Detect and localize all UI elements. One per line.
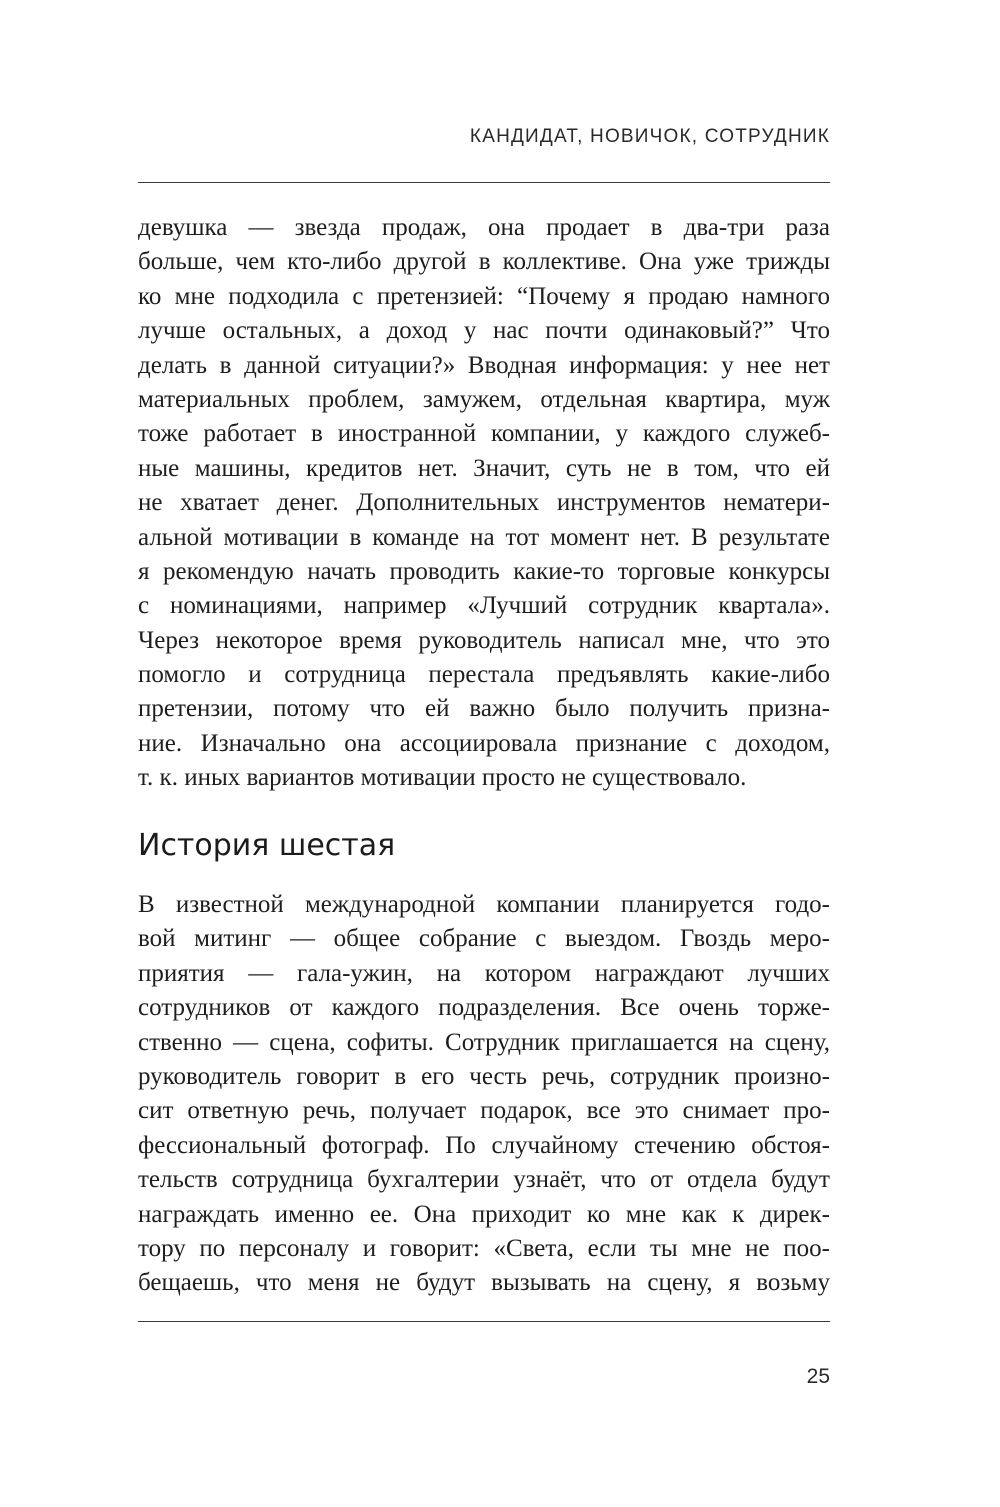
- text-line: ние. Изначально она ассоциировала признание с доходом,: [138, 729, 830, 757]
- text-line: В известной международной компании планируется годо-: [138, 891, 830, 918]
- text-line: ко мне подходила с претензией: “Почему я продаю намного: [138, 282, 830, 310]
- text-line: материальных проблем, замужем, отдельная квартира, муж: [138, 385, 830, 413]
- text-line: награждать именно ее. Она приходит ко мне как к дирек-: [138, 1200, 830, 1228]
- footer-divider: [138, 1321, 830, 1322]
- text-line: делать в данной ситуации?» Вводная информация: у нее нет: [138, 351, 830, 379]
- text-line: с номинациями, например «Лучший сотрудник квартала».: [138, 592, 830, 620]
- paragraph-continued: [138, 211, 830, 796]
- text-line: Через некоторое время руководитель написал мне, что это: [138, 626, 830, 654]
- page-number: 25: [806, 1365, 830, 1388]
- text-line: я рекомендую начать проводить какие-то торговые конкурсы: [138, 557, 830, 585]
- text-line: больше, чем кто-либо другой в коллективе. Она уже трижды: [138, 248, 830, 276]
- text-line: ственно — сцена, софиты. Сотрудник приглашается на сцену,: [138, 1028, 830, 1056]
- text-line: т. к. иных вариантов мотивации просто не существовало.: [138, 764, 747, 792]
- text-line: претензии, потому что ей важно было получить призна-: [138, 695, 830, 723]
- text-line: не хватает денег. Дополнительных инструментов нематери-: [138, 489, 830, 517]
- running-head: КАНДИДАТ, НОВИЧОК, СОТРУДНИК: [469, 126, 830, 147]
- text-line: девушка — звезда продаж, она продает в два-три раза: [138, 214, 830, 241]
- header-divider: [138, 182, 830, 183]
- text-line: сит ответную речь, получает подарок, все это снимает про-: [138, 1097, 830, 1125]
- paragraph-story-six: [138, 888, 830, 1301]
- section-heading: История шестая: [138, 828, 396, 863]
- text-line: тоже работает в иностранной компании, у каждого служеб-: [138, 420, 830, 448]
- text-line: приятия — гала-ужин, на котором награждают лучших: [138, 959, 830, 987]
- text-line: лучше остальных, а доход у нас почти одинаковый?” Что: [138, 317, 830, 345]
- text-line: бещаешь, что меня не будут вызывать на сцену, я возьму: [138, 1269, 830, 1297]
- text-line: тору по персоналу и говорит: «Света, если ты мне не поо-: [138, 1234, 830, 1262]
- text-line: помогло и сотрудница перестала предъявлять какие-либо: [138, 661, 830, 689]
- text-line: альной мотивации в команде на тот момент нет. В результате: [138, 523, 830, 551]
- text-line: ные машины, кредитов нет. Значит, суть не в том, что ей: [138, 454, 830, 482]
- text-line: сотрудников от каждого подразделения. Все очень торже-: [138, 994, 830, 1022]
- text-line: фессиональный фотограф. По случайному стечению обстоя-: [138, 1131, 830, 1159]
- text-line: руководитель говорит в его честь речь, сотрудник произно-: [138, 1062, 830, 1090]
- text-line: вой митинг — общее собрание с выездом. Гвоздь меро-: [138, 925, 830, 953]
- text-line: тельств сотрудница бухгалтерии узнаёт, что от отдела будут: [138, 1166, 830, 1194]
